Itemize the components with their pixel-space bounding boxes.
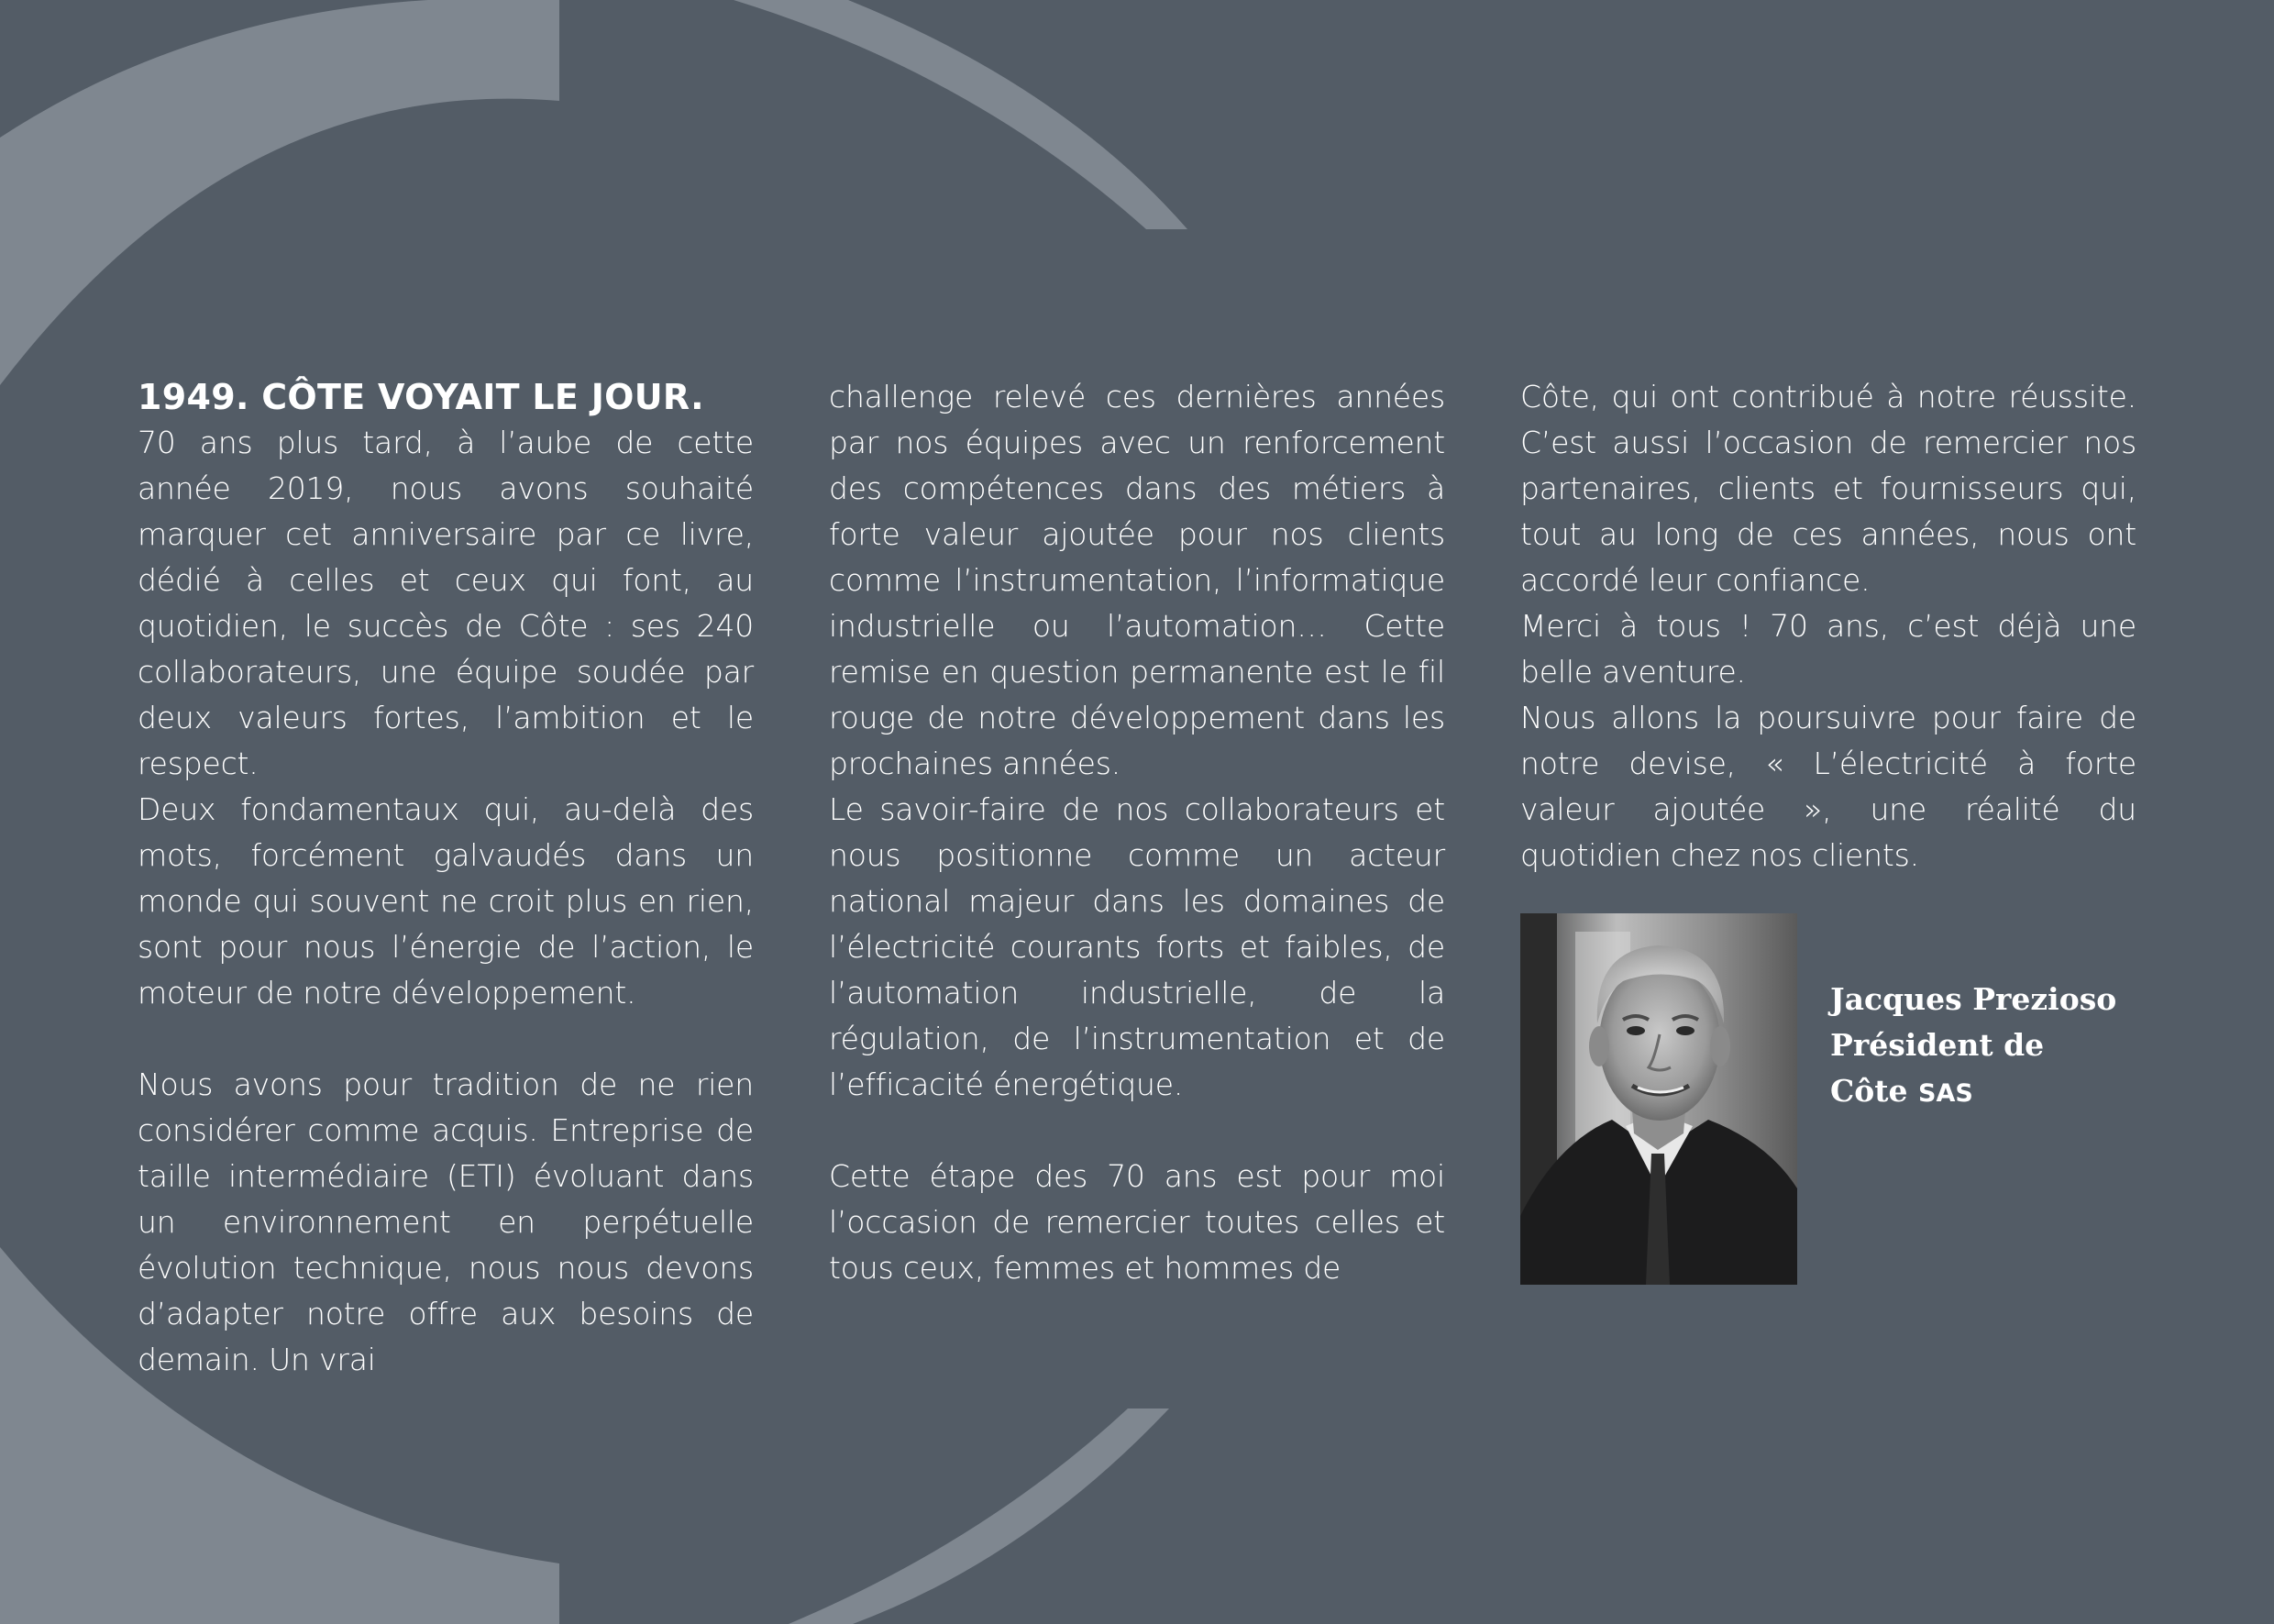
portrait-photo: [1520, 913, 1797, 1285]
paragraph: Nous allons la poursuivre pour faire de notre devise, « L’électricité à forte valeur ajoutée », une réalité du quotidien chez nos clients.: [1520, 700, 2136, 873]
text-column-2: [829, 374, 1445, 1291]
paragraph: Nous avons pour tradition de ne rien considérer comme acquis. Entreprise de taille intermédiaire (ETI) évoluant dans un environnement en perpétuelle évolution technique, nous nous devons d’adapter notre offre aux besoins de demain. Un vrai: [138, 1066, 754, 1377]
paragraph: challenge relevé ces dernières années par nos équipes avec un renforcement des compétences dans des métiers à forte valeur ajoutée pour nos clients comme l’instrumentation, l’informatique industrielle ou l’automation… Cette remise en question permanente est le fil rouge de notre développement dans les prochaines années.: [829, 379, 1445, 781]
paragraph: Côte, qui ont contribué à notre réussite. C’est aussi l’occasion de remercier nos partenaires, clients et fournisseurs qui, tout au long de ces années, nous ont accordé leur confiance.: [1520, 379, 2136, 598]
company-suffix: SAS: [1918, 1079, 1973, 1108]
text-column-1: [138, 374, 754, 1383]
arc-top-right: [734, 0, 1187, 229]
text-column-3: [1520, 374, 2136, 878]
signatory-title: Président de: [1830, 1027, 2045, 1063]
signatory-name: Jacques Prezioso: [1830, 981, 2117, 1017]
paragraph: Cette étape des 70 ans est pour moi l’occasion de remercier toutes celles et tous ceux, femmes et hommes de: [829, 1158, 1445, 1286]
arc-top-left: [0, 0, 559, 385]
arc-bottom-right: [789, 1409, 1169, 1624]
paragraph: Merci à tous ! 70 ans, c’est déjà une belle aventure.: [1520, 608, 2136, 690]
paragraph-spacer: [829, 1108, 1445, 1154]
signatory-company: [1830, 1068, 2116, 1117]
headline: 1949. CÔTE VOYAIT LE JOUR.: [138, 377, 704, 417]
paragraph: Deux fondamentaux qui, au-delà des mots, forcément galvaudés dans un monde qui souvent ne croit plus en rien, sont pour nous l’énergie de l’action, le moteur de notre développement.: [138, 791, 754, 1011]
company-name: Côte: [1830, 1073, 1908, 1109]
paragraph-spacer: [138, 1016, 754, 1062]
paragraph: Le savoir-faire de nos collaborateurs et nous positionne comme un acteur national majeur dans les domaines de l’électricité courants forts et faibles, de l’automation industrielle, de la régulation, de l’instrumentation et de l’efficacité énergétique.: [829, 791, 1445, 1102]
paragraph: 70 ans plus tard, à l’aube de cette année 2019, nous avons souhaité marquer cet anniversaire par ce livre, dédié à celles et ceux qui font, au quotidien, le succès de Côte : ses 240 collaborateurs, une équipe soudée par deux valeurs fortes, l’ambition et le respect.: [138, 425, 754, 781]
signature-block: [1830, 977, 2116, 1117]
